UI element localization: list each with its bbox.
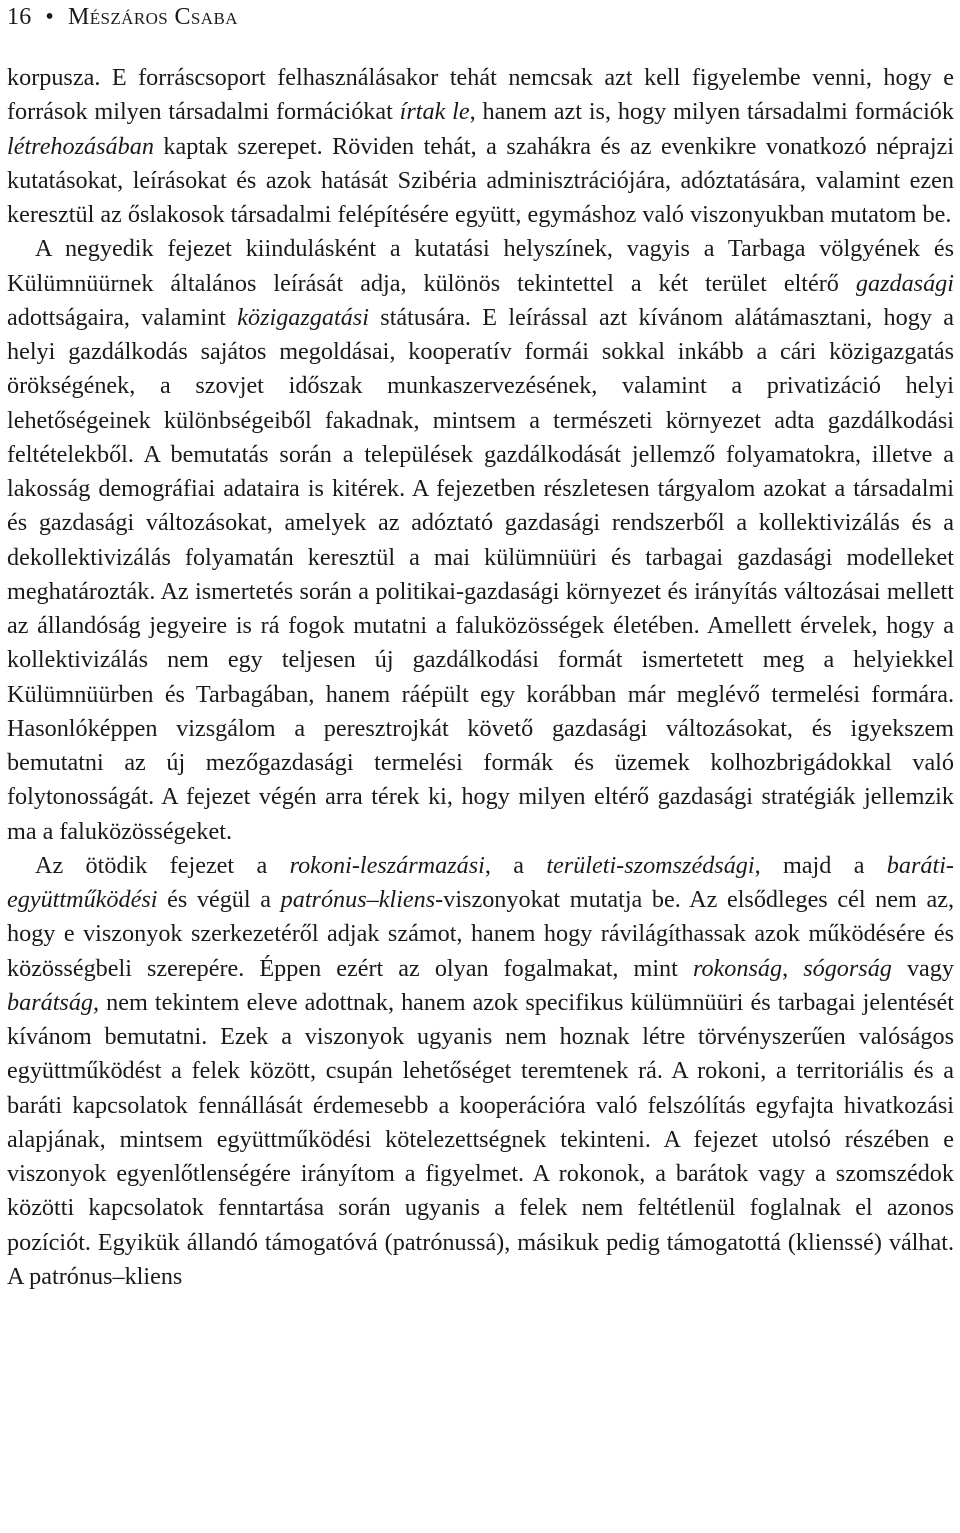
text-run: adottságaira, valamint <box>7 303 238 331</box>
page-number: 16 <box>7 4 32 30</box>
text-run: A negyedik fejezet kiindulásként a kutatási helyszínek, vagyis a Tarbaga völgyének és Külümnüürnek általános leírását adja, különös tekintettel a két terület eltérő <box>7 235 954 297</box>
paragraph-1 <box>7 61 954 232</box>
text-run: kaptak szerepet. Röviden tehát, a szahákra és az evenkikre vonatkozó néprajzi kutatásokat, leírásokat és azok hatását Szibéria adminisztrációjára, adóztatására, valamint ezen keresztül az őslakosok társadalmi felépítésére együtt, egymáshoz való viszonyukban mutatom be. <box>7 132 954 228</box>
italic-term: rokonság <box>692 954 783 982</box>
italic-term: sógorság <box>803 954 892 982</box>
running-head-author: Mészáros Csaba <box>68 4 238 30</box>
text-run: , <box>782 954 804 982</box>
italic-term: patrónus–kliens <box>280 886 436 913</box>
text-run: Az ötödik fejezet a <box>35 851 290 879</box>
text-run: , majd a <box>754 851 887 879</box>
paragraph-3 <box>7 849 954 1294</box>
italic-term: gazdasági <box>855 269 954 297</box>
running-head <box>7 2 954 34</box>
text-run: nem tekintem eleve adottnak, hanem azok specifikus külümnüüri és tarbagai jelentését kívánom bemutatni. Ezek a viszonyok ugyanis nem hoznak létre törvényszerűen valóságos együttműködést a felek között, csupán lehetőséget teremtenek rá. A rokoni, a territoriális és a baráti kapcsolatok fennállását érdemesebb a kooperációra való felszólítás egyfajta hivatkozási alapjának, mintsem együttműködési kötelezettségnek tekinteni. A fejezet utolsó részében e viszonyok egyenlőtlenségére irányítom a figyelmet. A rokonok, a barátok vagy a szomszédok közötti kapcsolatok fenntartása során ugyanis a felek nem feltétlenül foglalnak el azonos pozíciót. Egyikük állandó támogatóvá (patrónussá), másikuk pedig támogatottá (klienssé) válhat. A patrónus–kliens <box>7 988 954 1290</box>
book-page <box>7 0 954 1533</box>
italic-term: közigazgatási <box>237 303 369 331</box>
italic-term: barátság, <box>7 988 100 1016</box>
text-run: , a <box>484 851 547 879</box>
bullet-separator: • <box>45 4 55 30</box>
italic-term: létrehozásában <box>7 132 154 160</box>
text-run: státusára. E leírással azt kívánom alátámasztani, hogy a helyi gazdálkodás sajátos megoldásai, kooperatív formái sokkal inkább a cári közigazgatás örökségének, a szovjet időszak munkaszervezésének, valamint a privatizáció helyi lehetőségeinek különbségeiből fakadnak, mintsem a természeti környezet adta gazdálkodási feltételekből. A bemutatás során a települések gazdálkodását jellemző folyamatokra, illetve a lakosság demográfiai adataira is kitérek. A fejezetben részletesen tárgyalom azokat a társadalmi és gazdasági változásokat, amelyek az adóztató gazdasági rendszerből a kollektivizálás és a dekollektivizálás folyamatán keresztül a mai külümnüüri és tarbagai gazdasági modelleket meghatározták. Az ismertetés során a politikai-gazdasági környezet és irányítás változásai mellett az állandóság jegyeire is rá fogok mutatni a faluközösségek életében. Amellett érvelek, hogy a kollektivizálás nem egy teljesen új gazdálkodási formát ismertetett meg a helyiekkel Külümnüürben és Tarbagában, hanem ráépült egy korábban már meglévő termelési formára. Hasonlóképpen vizsgálom a peresztrojkát követő gazdasági változásokat, és igyekszem bemutatni az új mezőgazdasági termelési formák és üzemek kolhozbrigádokkal való folytonosságát. A fejezet végén arra térek ki, hogy milyen eltérő gazdasági stratégiák jellemzik ma a faluközösségeket. <box>7 303 954 845</box>
text-run: , hanem azt is, hogy milyen társadalmi formációk <box>469 98 954 126</box>
italic-term: baráti-együttműködési <box>7 851 954 913</box>
italic-term: rokoni-leszármazási <box>289 851 485 879</box>
italic-term: területi-szomszédsági <box>546 851 755 879</box>
text-run: vagy <box>891 954 954 982</box>
paragraph-2 <box>7 232 954 849</box>
text-run: -viszonyokat mutatja be. Az elsődleges cél nem az, hogy e viszonyok szerkezetéről adjak számot, hanem hogy rávilágíthassak azok működésére és közösségbeli szerepére. Éppen ezért az olyan fogalmakat, mint <box>7 886 954 982</box>
text-run: és végül a <box>157 886 281 913</box>
text-run: korpusza. E forráscsoport felhasználásakor tehát nemcsak azt kell figyelembe venni, hogy e források milyen társadalmi formációkat <box>7 64 954 126</box>
body-text <box>7 61 954 1294</box>
italic-term: írtak le <box>399 98 470 126</box>
